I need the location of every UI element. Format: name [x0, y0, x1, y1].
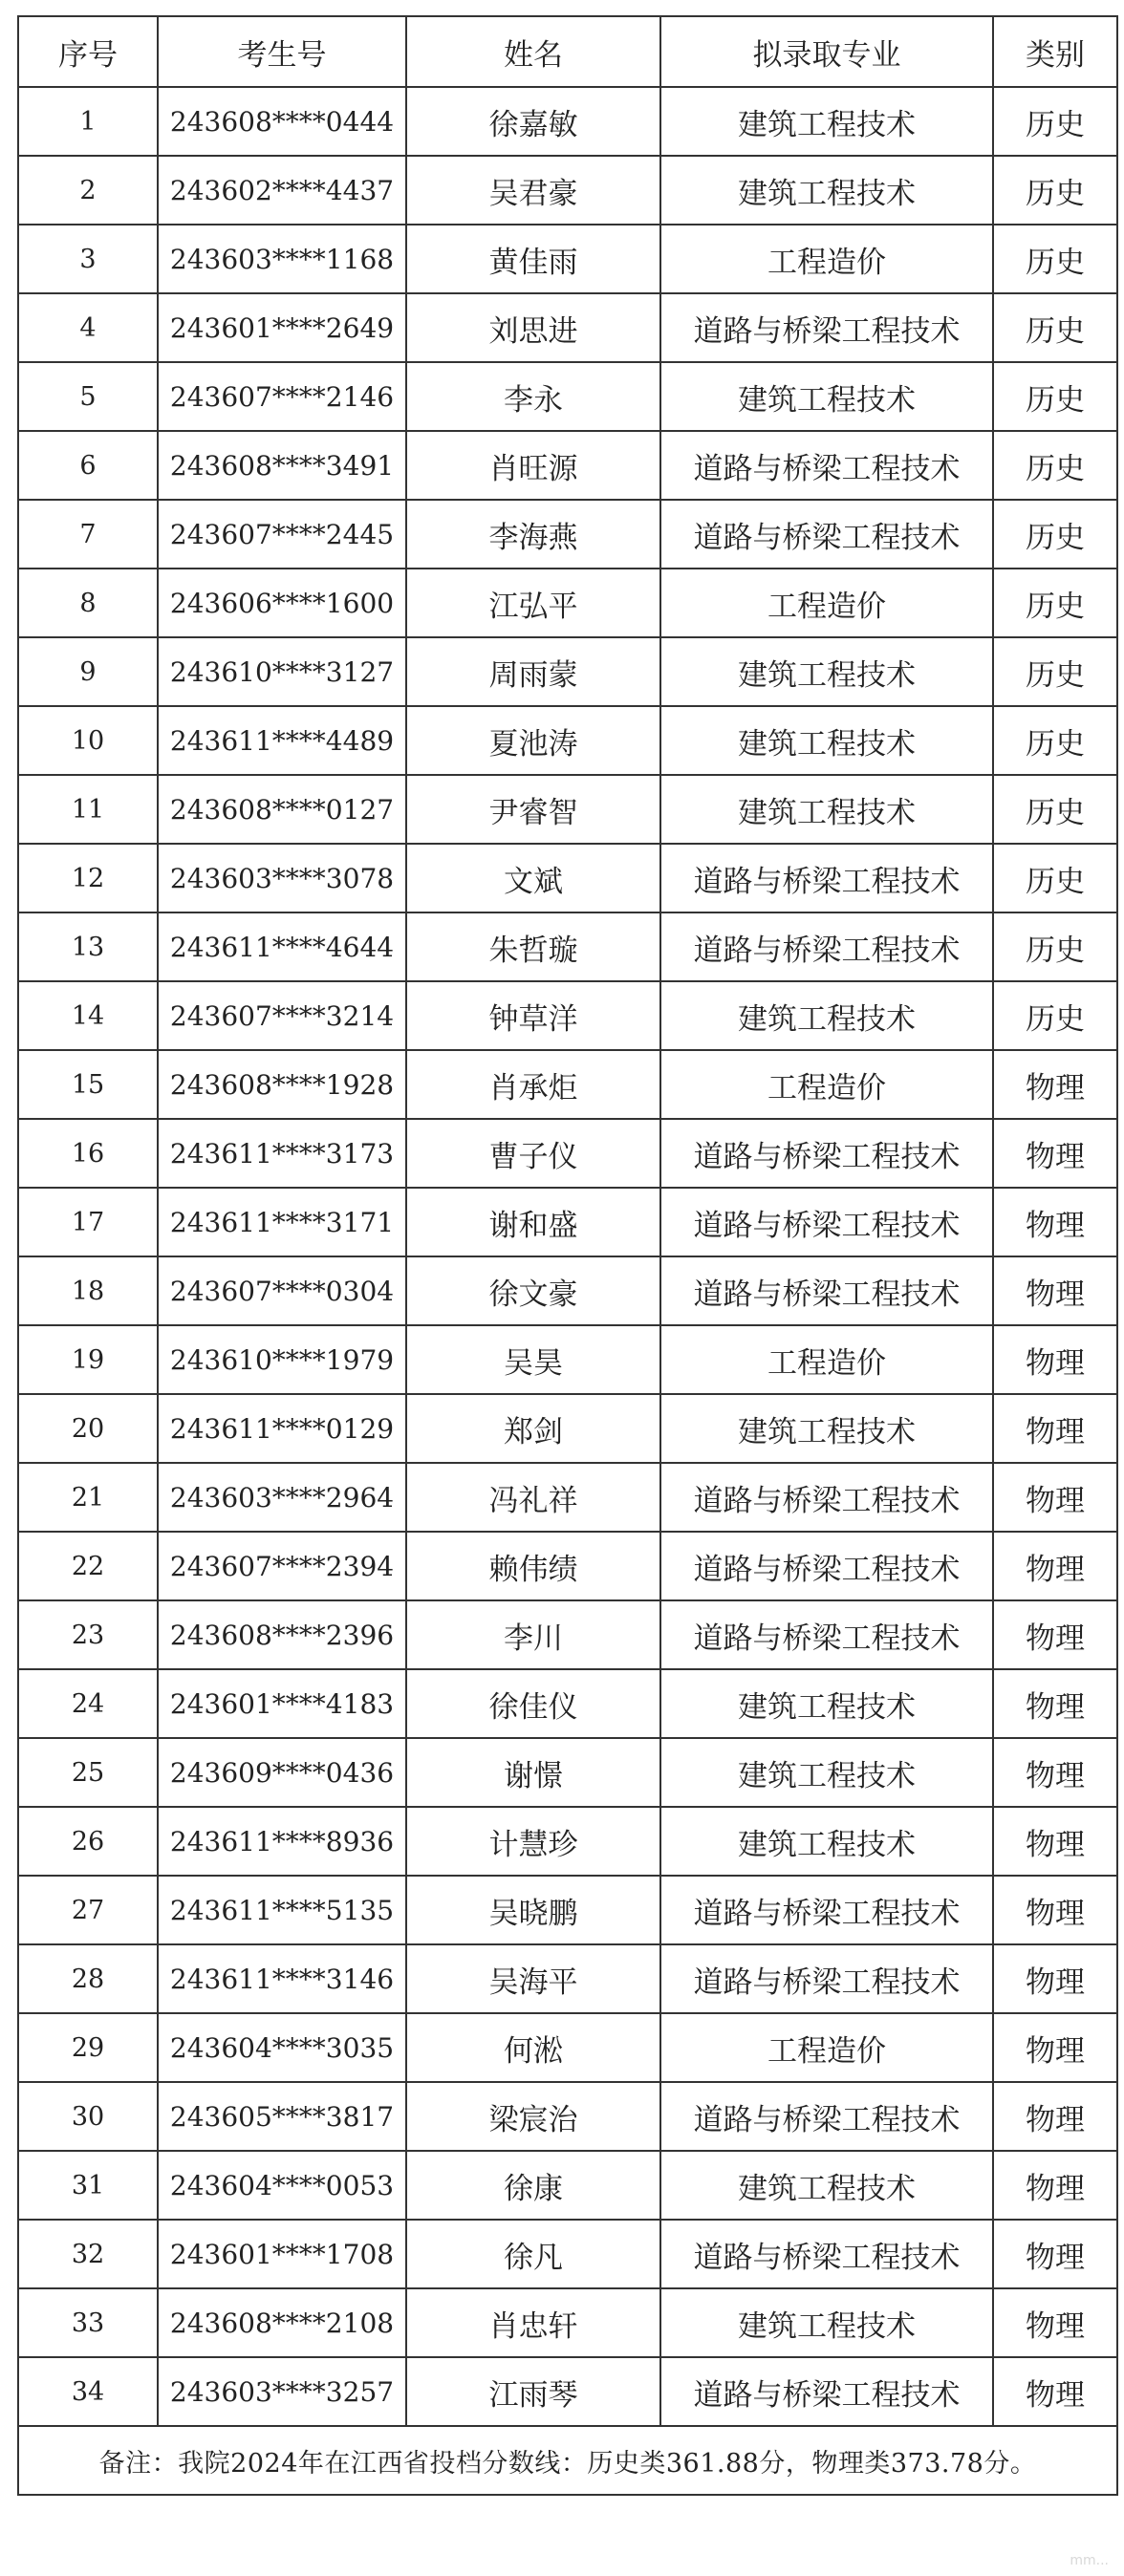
table-row — [18, 706, 1117, 775]
cell-name: 赖伟绩 — [406, 1532, 660, 1600]
cell-major: 道路与桥梁工程技术 — [660, 293, 993, 362]
cell-index: 11 — [18, 775, 158, 844]
cell-index: 9 — [18, 637, 158, 706]
table-row — [18, 569, 1117, 637]
cell-exam-id: 243607****2394 — [158, 1532, 406, 1600]
cell-major: 道路与桥梁工程技术 — [660, 500, 993, 569]
cell-name: 徐嘉敏 — [406, 87, 660, 156]
cell-exam-id: 243604****3035 — [158, 2013, 406, 2082]
cell-name: 吴晓鹏 — [406, 1876, 660, 1944]
cell-name: 刘思进 — [406, 293, 660, 362]
cell-index: 17 — [18, 1188, 158, 1256]
cell-category: 物理 — [993, 2151, 1117, 2220]
table-row — [18, 1807, 1117, 1876]
cell-index: 6 — [18, 431, 158, 500]
cell-index: 27 — [18, 1876, 158, 1944]
cell-index: 18 — [18, 1256, 158, 1325]
cell-category: 物理 — [993, 1669, 1117, 1738]
cell-name: 徐康 — [406, 2151, 660, 2220]
cell-major: 道路与桥梁工程技术 — [660, 2220, 993, 2288]
table-row — [18, 1325, 1117, 1394]
table-row — [18, 2357, 1117, 2426]
cell-exam-id: 243611****5135 — [158, 1876, 406, 1944]
cell-name: 李永 — [406, 362, 660, 431]
cell-category: 历史 — [993, 912, 1117, 981]
cell-index: 32 — [18, 2220, 158, 2288]
cell-index: 33 — [18, 2288, 158, 2357]
admission-table — [17, 15, 1118, 2496]
cell-index: 29 — [18, 2013, 158, 2082]
cell-exam-id: 243601****1708 — [158, 2220, 406, 2288]
cell-major: 建筑工程技术 — [660, 362, 993, 431]
table-row — [18, 431, 1117, 500]
cell-major: 道路与桥梁工程技术 — [660, 1188, 993, 1256]
cell-exam-id: 243610****3127 — [158, 637, 406, 706]
cell-exam-id: 243604****0053 — [158, 2151, 406, 2220]
cell-index: 34 — [18, 2357, 158, 2426]
cell-exam-id: 243611****4489 — [158, 706, 406, 775]
table-row — [18, 775, 1117, 844]
cell-category: 物理 — [993, 1463, 1117, 1532]
cell-category: 历史 — [993, 844, 1117, 912]
cell-exam-id: 243611****3173 — [158, 1119, 406, 1188]
cell-name: 郑剑 — [406, 1394, 660, 1463]
table-row — [18, 1188, 1117, 1256]
table-row — [18, 912, 1117, 981]
cell-major: 建筑工程技术 — [660, 637, 993, 706]
table-row — [18, 1532, 1117, 1600]
header-row — [18, 16, 1117, 87]
cell-name: 夏池涛 — [406, 706, 660, 775]
cell-major: 道路与桥梁工程技术 — [660, 1600, 993, 1669]
table-row — [18, 2013, 1117, 2082]
cell-category: 历史 — [993, 156, 1117, 225]
cell-name: 吴海平 — [406, 1944, 660, 2013]
header-exam-id: 考生号 — [158, 16, 406, 87]
cell-index: 21 — [18, 1463, 158, 1532]
cell-major: 建筑工程技术 — [660, 156, 993, 225]
cell-index: 12 — [18, 844, 158, 912]
cell-category: 历史 — [993, 775, 1117, 844]
table-row — [18, 981, 1117, 1050]
cell-name: 李川 — [406, 1600, 660, 1669]
cell-index: 3 — [18, 225, 158, 293]
cell-index: 7 — [18, 500, 158, 569]
cell-category: 物理 — [993, 2013, 1117, 2082]
cell-major: 道路与桥梁工程技术 — [660, 2082, 993, 2151]
cell-exam-id: 243607****2146 — [158, 362, 406, 431]
cell-exam-id: 243608****2396 — [158, 1600, 406, 1669]
cell-exam-id: 243608****2108 — [158, 2288, 406, 2357]
cell-index: 16 — [18, 1119, 158, 1188]
table-row — [18, 2151, 1117, 2220]
cell-name: 江弘平 — [406, 569, 660, 637]
cell-name: 何淞 — [406, 2013, 660, 2082]
cell-major: 道路与桥梁工程技术 — [660, 1532, 993, 1600]
cell-major: 道路与桥梁工程技术 — [660, 912, 993, 981]
cell-exam-id: 243611****8936 — [158, 1807, 406, 1876]
cell-category: 历史 — [993, 637, 1117, 706]
cell-index: 5 — [18, 362, 158, 431]
cell-category: 物理 — [993, 1738, 1117, 1807]
cell-major: 道路与桥梁工程技术 — [660, 1256, 993, 1325]
cell-major: 建筑工程技术 — [660, 1394, 993, 1463]
cell-index: 31 — [18, 2151, 158, 2220]
cell-exam-id: 243603****3257 — [158, 2357, 406, 2426]
cell-category: 物理 — [993, 1394, 1117, 1463]
cell-major: 工程造价 — [660, 2013, 993, 2082]
cell-exam-id: 243611****4644 — [158, 912, 406, 981]
cell-index: 22 — [18, 1532, 158, 1600]
cell-exam-id: 243601****2649 — [158, 293, 406, 362]
table-row — [18, 87, 1117, 156]
cell-category: 历史 — [993, 431, 1117, 500]
admission-list-sheet — [17, 15, 1107, 2496]
table-row — [18, 1256, 1117, 1325]
cell-index: 4 — [18, 293, 158, 362]
cell-name: 周雨蒙 — [406, 637, 660, 706]
cell-exam-id: 243610****1979 — [158, 1325, 406, 1394]
cell-category: 物理 — [993, 1119, 1117, 1188]
table-row — [18, 2082, 1117, 2151]
cell-exam-id: 243611****3171 — [158, 1188, 406, 1256]
cell-major: 道路与桥梁工程技术 — [660, 2357, 993, 2426]
table-row — [18, 1050, 1117, 1119]
table-row — [18, 1944, 1117, 2013]
cell-exam-id: 243609****0436 — [158, 1738, 406, 1807]
cell-exam-id: 243608****3491 — [158, 431, 406, 500]
cell-exam-id: 243607****0304 — [158, 1256, 406, 1325]
cell-index: 13 — [18, 912, 158, 981]
cell-exam-id: 243606****1600 — [158, 569, 406, 637]
cell-name: 谢憬 — [406, 1738, 660, 1807]
cell-category: 物理 — [993, 1188, 1117, 1256]
cell-exam-id: 243602****4437 — [158, 156, 406, 225]
cell-category: 历史 — [993, 500, 1117, 569]
cell-category: 物理 — [993, 1876, 1117, 1944]
cell-major: 工程造价 — [660, 225, 993, 293]
cell-major: 建筑工程技术 — [660, 87, 993, 156]
cell-exam-id: 243611****3146 — [158, 1944, 406, 2013]
cell-index: 28 — [18, 1944, 158, 2013]
cell-index: 24 — [18, 1669, 158, 1738]
cell-category: 历史 — [993, 87, 1117, 156]
cell-exam-id: 243608****0127 — [158, 775, 406, 844]
cell-category: 历史 — [993, 706, 1117, 775]
table-row — [18, 225, 1117, 293]
cell-category: 物理 — [993, 1807, 1117, 1876]
cell-major: 道路与桥梁工程技术 — [660, 844, 993, 912]
cell-category: 物理 — [993, 2357, 1117, 2426]
cell-major: 工程造价 — [660, 1325, 993, 1394]
table-row — [18, 1876, 1117, 1944]
cell-major: 建筑工程技术 — [660, 1669, 993, 1738]
table-row — [18, 2220, 1117, 2288]
table-row — [18, 1394, 1117, 1463]
cell-major: 建筑工程技术 — [660, 775, 993, 844]
cell-category: 物理 — [993, 2082, 1117, 2151]
cell-major: 道路与桥梁工程技术 — [660, 1944, 993, 2013]
cell-exam-id: 243603****3078 — [158, 844, 406, 912]
cell-index: 25 — [18, 1738, 158, 1807]
cell-name: 文斌 — [406, 844, 660, 912]
cell-category: 物理 — [993, 1944, 1117, 2013]
cell-name: 徐凡 — [406, 2220, 660, 2288]
cell-major: 建筑工程技术 — [660, 1738, 993, 1807]
cell-category: 物理 — [993, 1256, 1117, 1325]
cell-index: 8 — [18, 569, 158, 637]
cell-index: 15 — [18, 1050, 158, 1119]
table-row — [18, 156, 1117, 225]
cell-name: 肖旺源 — [406, 431, 660, 500]
cell-major: 建筑工程技术 — [660, 2151, 993, 2220]
cell-index: 2 — [18, 156, 158, 225]
cell-category: 物理 — [993, 2220, 1117, 2288]
cell-name: 黄佳雨 — [406, 225, 660, 293]
table-row — [18, 844, 1117, 912]
cell-exam-id: 243608****0444 — [158, 87, 406, 156]
cell-name: 李海燕 — [406, 500, 660, 569]
table-row — [18, 1738, 1117, 1807]
cell-name: 肖忠轩 — [406, 2288, 660, 2357]
cell-name: 肖承炬 — [406, 1050, 660, 1119]
cell-category: 历史 — [993, 981, 1117, 1050]
cell-index: 1 — [18, 87, 158, 156]
cell-name: 朱哲璇 — [406, 912, 660, 981]
cell-index: 20 — [18, 1394, 158, 1463]
cell-index: 23 — [18, 1600, 158, 1669]
cell-major: 工程造价 — [660, 569, 993, 637]
cell-name: 谢和盛 — [406, 1188, 660, 1256]
cell-category: 物理 — [993, 1325, 1117, 1394]
cell-major: 道路与桥梁工程技术 — [660, 1876, 993, 1944]
cell-major: 建筑工程技术 — [660, 2288, 993, 2357]
table-row — [18, 293, 1117, 362]
cell-category: 物理 — [993, 1532, 1117, 1600]
cell-exam-id: 243605****3817 — [158, 2082, 406, 2151]
cell-name: 钟草洋 — [406, 981, 660, 1050]
cell-name: 江雨琴 — [406, 2357, 660, 2426]
cell-name: 徐佳仪 — [406, 1669, 660, 1738]
cell-exam-id: 243611****0129 — [158, 1394, 406, 1463]
watermark: mm... — [1070, 2553, 1109, 2568]
cell-major: 道路与桥梁工程技术 — [660, 1463, 993, 1532]
header-name: 姓名 — [406, 16, 660, 87]
table-row — [18, 1600, 1117, 1669]
cell-name: 吴君豪 — [406, 156, 660, 225]
cell-category: 历史 — [993, 569, 1117, 637]
cell-exam-id: 243603****1168 — [158, 225, 406, 293]
cell-name: 徐文豪 — [406, 1256, 660, 1325]
cell-exam-id: 243607****2445 — [158, 500, 406, 569]
cell-category: 历史 — [993, 225, 1117, 293]
cell-category: 历史 — [993, 293, 1117, 362]
cell-exam-id: 243603****2964 — [158, 1463, 406, 1532]
cell-major: 建筑工程技术 — [660, 981, 993, 1050]
cell-index: 14 — [18, 981, 158, 1050]
cell-name: 计慧珍 — [406, 1807, 660, 1876]
table-row — [18, 2288, 1117, 2357]
cell-major: 道路与桥梁工程技术 — [660, 1119, 993, 1188]
cell-exam-id: 243608****1928 — [158, 1050, 406, 1119]
cell-category: 物理 — [993, 2288, 1117, 2357]
header-index: 序号 — [18, 16, 158, 87]
cell-major: 道路与桥梁工程技术 — [660, 431, 993, 500]
cell-category: 物理 — [993, 1600, 1117, 1669]
cell-exam-id: 243601****4183 — [158, 1669, 406, 1738]
note-text: 备注：我院2024年在江西省投档分数线：历史类361.88分，物理类373.78分。 — [18, 2426, 1117, 2495]
cell-name: 冯礼祥 — [406, 1463, 660, 1532]
cell-index: 10 — [18, 706, 158, 775]
cell-name: 梁宸治 — [406, 2082, 660, 2151]
cell-major: 建筑工程技术 — [660, 706, 993, 775]
cell-exam-id: 243607****3214 — [158, 981, 406, 1050]
cell-name: 曹子仪 — [406, 1119, 660, 1188]
cell-category: 历史 — [993, 362, 1117, 431]
cell-category: 物理 — [993, 1050, 1117, 1119]
table-row — [18, 1119, 1117, 1188]
header-category: 类别 — [993, 16, 1117, 87]
table-row — [18, 1463, 1117, 1532]
table-row — [18, 1669, 1117, 1738]
cell-major: 建筑工程技术 — [660, 1807, 993, 1876]
table-row — [18, 637, 1117, 706]
cell-major: 工程造价 — [660, 1050, 993, 1119]
cell-name: 尹睿智 — [406, 775, 660, 844]
cell-name: 吴昊 — [406, 1325, 660, 1394]
note-row — [18, 2426, 1117, 2495]
cell-index: 19 — [18, 1325, 158, 1394]
cell-index: 26 — [18, 1807, 158, 1876]
header-major: 拟录取专业 — [660, 16, 993, 87]
table-row — [18, 500, 1117, 569]
table-body — [18, 87, 1117, 2426]
table-row — [18, 362, 1117, 431]
cell-index: 30 — [18, 2082, 158, 2151]
